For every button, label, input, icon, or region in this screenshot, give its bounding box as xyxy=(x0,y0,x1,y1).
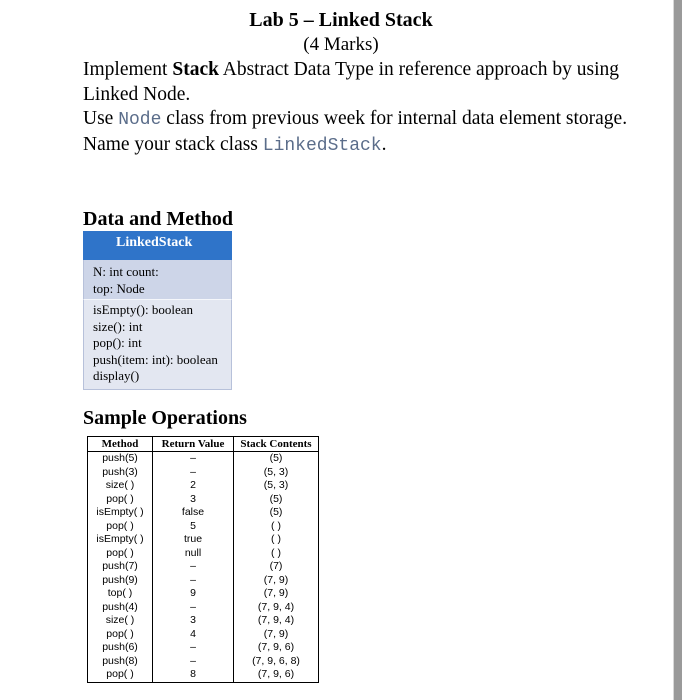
table-row xyxy=(88,574,319,588)
cell-method: pop( ) xyxy=(88,628,153,642)
instruction-implement xyxy=(83,58,643,107)
uml-method: display() xyxy=(93,368,140,383)
cell-return-value: 3 xyxy=(153,493,234,507)
text-run: . xyxy=(381,133,387,155)
page-title: Lab 5 – Linked Stack xyxy=(249,9,433,31)
cell-return-value: – xyxy=(153,655,234,669)
cell-method: push(9) xyxy=(88,574,153,588)
cell-stack-contents: (7, 9) xyxy=(234,574,319,588)
uml-class-name: LinkedStack xyxy=(83,231,232,260)
cell-return-value: – xyxy=(153,641,234,655)
cell-return-value: 8 xyxy=(153,668,234,682)
cell-stack-contents: ( ) xyxy=(234,520,319,534)
cell-stack-contents: (7, 9) xyxy=(234,628,319,642)
table-header-row xyxy=(88,437,319,452)
table-body xyxy=(88,452,319,683)
cell-return-value: 5 xyxy=(153,520,234,534)
column-header-method: Method xyxy=(88,437,153,452)
uml-fields xyxy=(83,260,232,299)
column-header-return-value: Return Value xyxy=(153,437,234,452)
instruction-name-class xyxy=(83,133,643,159)
cell-stack-contents: (7, 9, 6) xyxy=(234,641,319,655)
cell-method: push(7) xyxy=(88,560,153,574)
table-row xyxy=(88,587,319,601)
instructions xyxy=(83,58,643,158)
uml-method: pop(): int xyxy=(93,335,142,350)
cell-method: size( ) xyxy=(88,479,153,493)
data-method-heading: Data and Method xyxy=(83,208,234,230)
cell-method: pop( ) xyxy=(88,547,153,561)
cell-stack-contents: (5) xyxy=(234,493,319,507)
instruction-use-node xyxy=(83,107,643,133)
code-term: LinkedStack xyxy=(262,135,382,156)
table-row xyxy=(88,533,319,547)
cell-return-value: false xyxy=(153,506,234,520)
cell-return-value: 3 xyxy=(153,614,234,628)
cell-method: isEmpty( ) xyxy=(88,533,153,547)
cell-return-value: 2 xyxy=(153,479,234,493)
table-row xyxy=(88,601,319,615)
uml-methods xyxy=(83,299,232,390)
cell-stack-contents: ( ) xyxy=(234,547,319,561)
cell-method: size( ) xyxy=(88,614,153,628)
table-row xyxy=(88,452,319,466)
text-run: Implement xyxy=(83,59,173,80)
cell-return-value: null xyxy=(153,547,234,561)
column-header-stack-contents: Stack Contents xyxy=(234,437,319,452)
table-row xyxy=(88,466,319,480)
cell-stack-contents: (7, 9, 4) xyxy=(234,614,319,628)
cell-method: push(5) xyxy=(88,452,153,466)
table-row xyxy=(88,547,319,561)
uml-field: top: Node xyxy=(93,280,145,296)
table-row xyxy=(88,493,319,507)
cell-return-value: – xyxy=(153,574,234,588)
cell-stack-contents: (5) xyxy=(234,452,319,466)
text-run: Abstract Data Type in reference approach by using Linked Node. xyxy=(83,59,619,105)
cell-stack-contents: (7) xyxy=(234,560,319,574)
bold-term: Stack xyxy=(172,59,219,80)
cell-return-value: – xyxy=(153,560,234,574)
uml-method: push(item: int): boolean xyxy=(93,351,218,367)
table-row xyxy=(88,614,319,628)
cell-return-value: – xyxy=(153,452,234,466)
table-row xyxy=(88,628,319,642)
cell-return-value: 9 xyxy=(153,587,234,601)
uml-class-diagram xyxy=(83,231,232,390)
cell-method: top( ) xyxy=(88,587,153,601)
sample-operations-table xyxy=(87,436,319,683)
page-subtitle: (4 Marks) xyxy=(303,34,379,55)
code-term: Node xyxy=(118,110,162,130)
text-run: class from previous week for internal data element storage. xyxy=(161,108,628,129)
cell-return-value: – xyxy=(153,601,234,615)
cell-stack-contents: (7, 9, 4) xyxy=(234,601,319,615)
table-row xyxy=(88,655,319,669)
cell-stack-contents: (5, 3) xyxy=(234,479,319,493)
scrollbar[interactable] xyxy=(674,0,682,700)
uml-field: N: int count: xyxy=(93,264,159,279)
cell-stack-contents: (7, 9) xyxy=(234,587,319,601)
table-row xyxy=(88,641,319,655)
cell-method: pop( ) xyxy=(88,668,153,682)
sample-operations-heading: Sample Operations xyxy=(83,407,247,429)
table-row xyxy=(88,506,319,520)
uml-method: size(): int xyxy=(93,318,143,334)
cell-return-value: 4 xyxy=(153,628,234,642)
cell-method: push(4) xyxy=(88,601,153,615)
cell-method: push(8) xyxy=(88,655,153,669)
cell-method: pop( ) xyxy=(88,520,153,534)
text-run: Use xyxy=(83,108,119,129)
text-run: Name your stack class xyxy=(83,133,263,155)
table-row xyxy=(88,560,319,574)
table-row xyxy=(88,479,319,493)
cell-method: isEmpty( ) xyxy=(88,506,153,520)
cell-stack-contents: (7, 9, 6, 8) xyxy=(234,655,319,669)
cell-stack-contents: (7, 9, 6) xyxy=(234,668,319,682)
cell-stack-contents: (5) xyxy=(234,506,319,520)
cell-stack-contents: ( ) xyxy=(234,533,319,547)
cell-return-value: true xyxy=(153,533,234,547)
cell-method: pop( ) xyxy=(88,493,153,507)
cell-method: push(3) xyxy=(88,466,153,480)
uml-method: isEmpty(): boolean xyxy=(93,302,194,317)
cell-return-value: – xyxy=(153,466,234,480)
cell-method: push(6) xyxy=(88,641,153,655)
table-row xyxy=(88,668,319,682)
table-row xyxy=(88,520,319,534)
cell-stack-contents: (5, 3) xyxy=(234,466,319,480)
